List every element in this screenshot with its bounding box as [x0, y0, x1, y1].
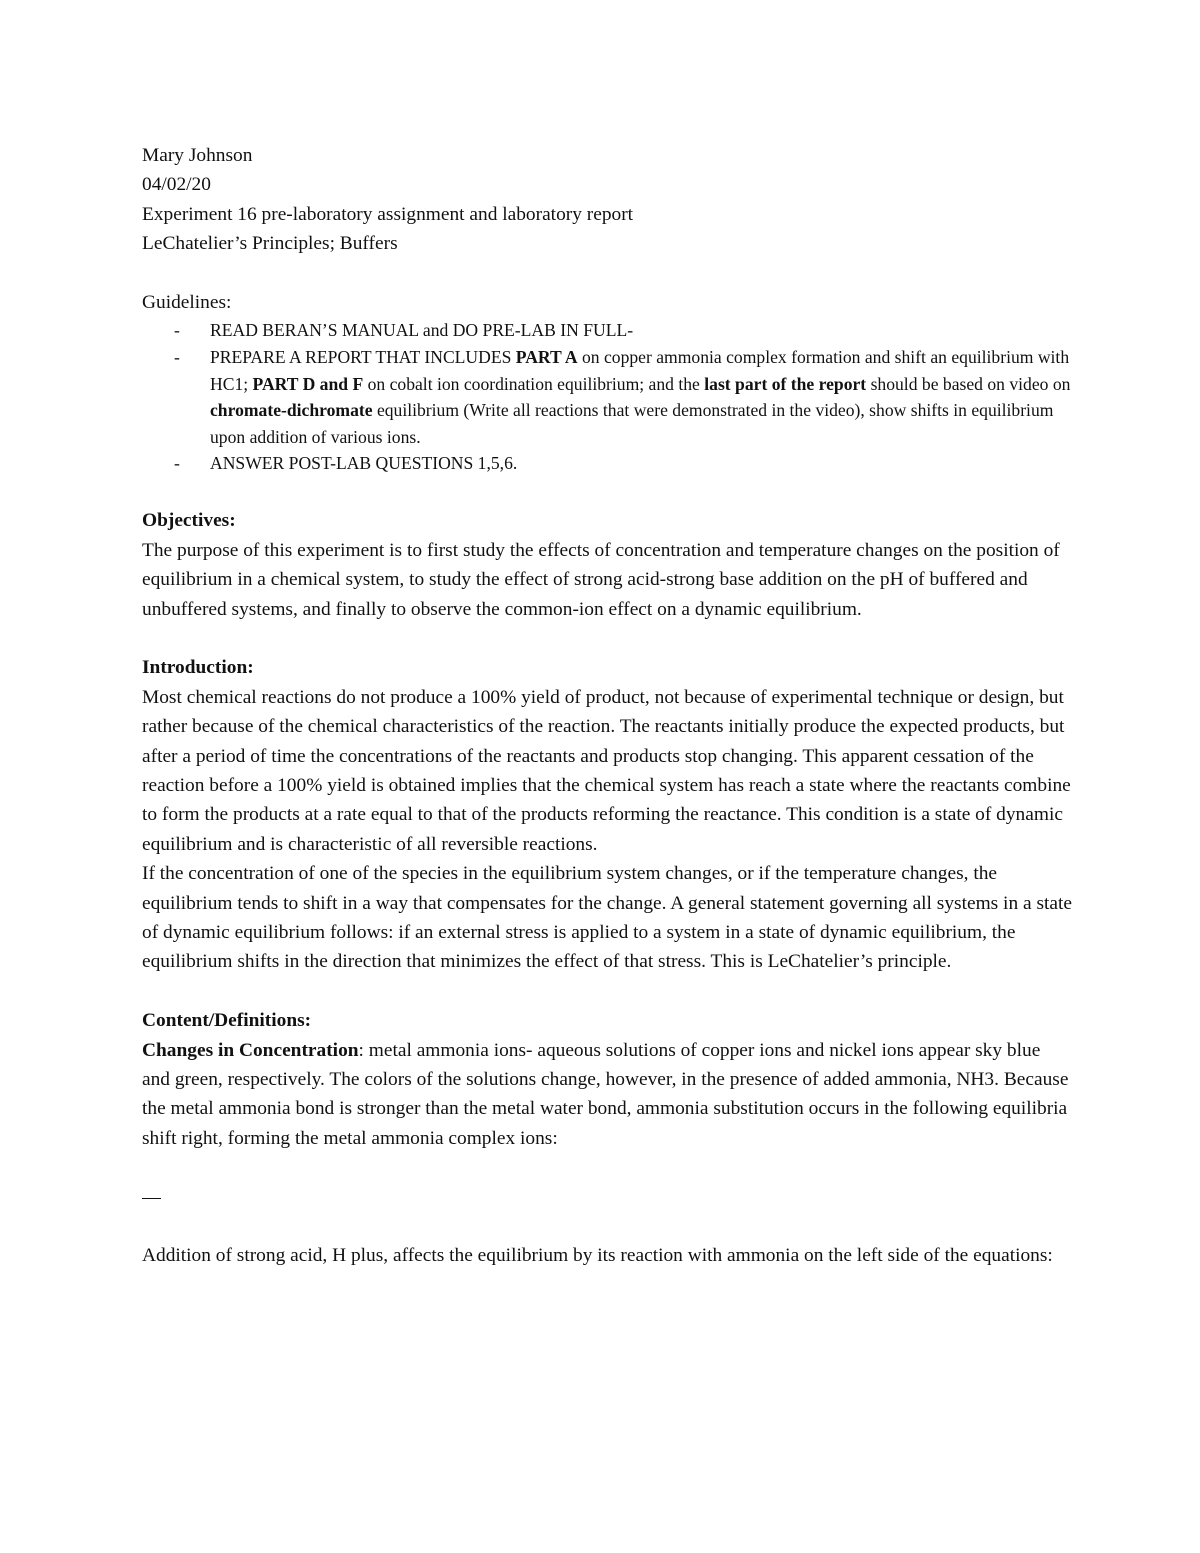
content-paragraph — [142, 1036, 1072, 1154]
guideline-text: equilibrium (Write all reactions that were demonstrated in the video), show shifts in equilibrium upon addition of various ions. — [210, 400, 1054, 447]
equation-placeholder — [142, 1183, 1072, 1212]
report-date: 04/02/20 — [142, 174, 211, 196]
guideline-text: should be based on video on — [866, 373, 1071, 394]
content-text: : metal ammonia ions- aqueous solutions of copper ions and nickel ions appear sky blue and green, respectively. The colors of the solutions change, however, in the presence of added ammonia, NH3. Because the metal ammonia bond is stronger than the metal water bond, ammonia substitution occurs in the following equilibria shift right, forming the metal ammonia complex ions: — [142, 1039, 1069, 1149]
guideline-item — [142, 344, 1072, 450]
report-title: Experiment 16 pre-laboratory assignment and laboratory report — [142, 203, 634, 225]
guideline-text: ANSWER POST-LAB QUESTIONS 1,5,6. — [210, 453, 518, 474]
objectives-heading: Objectives: — [142, 510, 236, 532]
guidelines-heading: Guidelines: — [142, 292, 232, 314]
guideline-item — [142, 317, 1072, 344]
content-heading: Content/Definitions: — [142, 1010, 312, 1032]
guideline-text: PREPARE A REPORT THAT INCLUDES — [210, 347, 516, 368]
guideline-bold: PART D and F — [252, 373, 364, 394]
spacer — [142, 1212, 1072, 1241]
guideline-bold: last part of the report — [704, 373, 867, 394]
objectives-text: The purpose of this experiment is to first study the effects of concentration and temperature changes on the position of equilibrium in a chemical system, to study the effect of strong acid-strong base addition on the pH of buffered and unbuffered systems, and finally to observe the common-ion effect on a dynamic equilibrium. — [142, 539, 1060, 620]
bullet-dash: - — [174, 347, 180, 368]
acid-addition-paragraph: Addition of strong acid, H plus, affects the equilibrium by its reaction with ammonia on the left side of the equations: — [142, 1245, 1053, 1267]
placeholder-rule — [142, 1198, 161, 1199]
spacer — [142, 477, 1072, 506]
introduction-heading: Introduction: — [142, 657, 254, 679]
guideline-bold: chromate-dichromate — [210, 400, 373, 421]
guideline-item — [142, 450, 1072, 477]
introduction-paragraph-2: If the concentration of one of the species in the equilibrium system changes, or if the temperature changes, the equilibrium tends to shift in a way that compensates for the change. A general statement governing all systems in a state of dynamic equilibrium follows: if an external stress is applied to a system in a state of dynamic equilibrium, the equilibrium shifts in the direction that minimizes the effect of that stress. This is LeChatelier’s principle. — [142, 863, 1072, 973]
spacer — [142, 259, 1072, 288]
guideline-text: on cobalt ion coordination equilibrium; and the — [363, 373, 705, 394]
content-term: Changes in Concentration — [142, 1039, 359, 1061]
author-name: Mary Johnson — [142, 145, 253, 166]
guideline-bold: PART A — [515, 347, 578, 368]
document-body — [142, 141, 1072, 1271]
report-subtitle: LeChatelier’s Principles; Buffers — [142, 233, 398, 255]
spacer — [142, 1153, 1072, 1182]
bullet-dash: - — [174, 320, 180, 341]
spacer — [142, 977, 1072, 1006]
guideline-text: READ BERAN’S MANUAL and DO PRE-LAB IN FULL- — [210, 320, 634, 341]
spacer — [142, 624, 1072, 653]
introduction-paragraph-1: Most chemical reactions do not produce a 100% yield of product, not because of experimental technique or design, but rather because of the chemical characteristics of the reaction. The reactants initially produce the expected products, but after a period of time the concentrations of the reactants and products stop changing. This apparent cessation of the reaction before a 100% yield is obtained implies that the chemical system has reach a state where the reactants combine to form the products at a rate equal to that of the products reforming the reactance. This condition is a state of dynamic equilibrium and is characteristic of all reversible reactions. — [142, 686, 1071, 855]
bullet-dash: - — [174, 453, 180, 474]
guideline-text: on copper ammonia complex formation and shift an equilibrium with HC1; — [210, 347, 1070, 394]
guidelines-list — [142, 317, 1072, 477]
